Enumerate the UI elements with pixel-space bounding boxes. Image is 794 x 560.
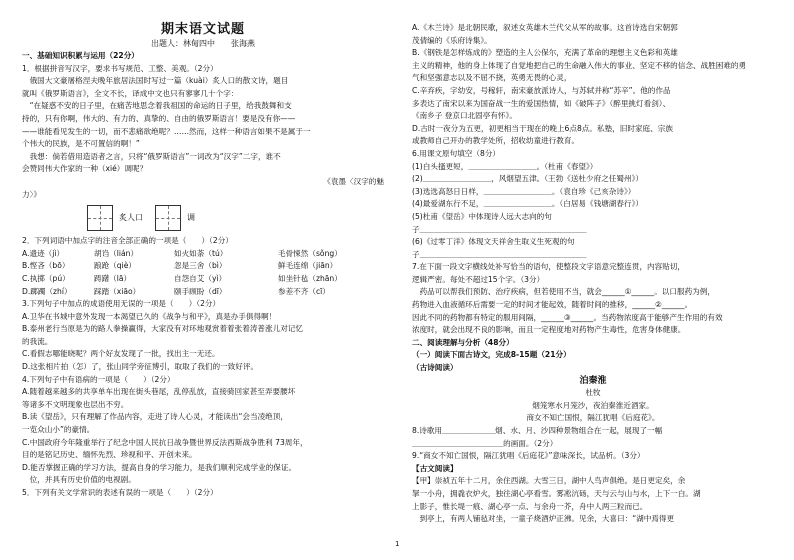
part2-subheading: （一）阅读下面古诗文，完成8-15题（21分） [412, 350, 571, 360]
q2-option-row [22, 273, 384, 286]
q2-cell: 毛骨悚然（sǒng） [278, 248, 342, 258]
classic-line: 拏一小舟，拥毳衣炉火，独往湖心亭看雪。雾凇沆砀，天与云与山与水，上下一白。湖 [412, 488, 701, 498]
q2-option-row [22, 286, 384, 299]
q8-line: 8.诗歌用＿＿＿＿＿＿＿烟、水、月、沙四种景物组合在一起，展现了一幅 [412, 426, 663, 435]
q6-line: 子＿＿＿＿＿＿＿＿＿＿＿＿＿＿＿＿＿＿＿＿＿＿ [412, 224, 587, 234]
q6-line: (1)白头搔更短，＿＿＿＿＿＿＿＿＿。（杜甫《春望》） [412, 161, 598, 171]
q1-block [22, 63, 384, 202]
q4-line: 位，并具有历史价值的电视剧。 [22, 475, 136, 485]
q6-line: (2)＿＿＿＿＿＿＿＿＿，风烟望五津。（王勃《送杜少府之任蜀州》） [412, 174, 643, 184]
q6-line: (6)《过零丁洋》体现文天祥舍生取义生死观的句 [412, 237, 575, 247]
q1-line: 就叫《俄罗斯语言》，全文不长，译成中文也只有寥寥几十个字： [22, 88, 239, 98]
q5-line: B.《钢铁是怎样炼成的》塑造的主人公保尔，充满了革命的理想主义色彩和英雄 [412, 48, 678, 58]
q4-line: 一览众山小”的豪情。 [22, 425, 95, 435]
q1-source: 《袁墨〈汉字的魅 [323, 176, 384, 186]
q5-stem: 5．下列有关文学常识的表述有误的一项是（ ）（2分） [22, 488, 218, 497]
q6-line: (4)最爱湖东行不足，＿＿＿＿＿＿＿＿＿。（白居易《钱塘湖春行》） [412, 199, 643, 209]
q3-line: A.卫华在书城中意外发现一本渴望已久的《战争与和平》，真是办手俱得啊！ [22, 311, 277, 321]
q5-line: C.辛弃疾，字幼安，号稼轩，南宋豪放派诗人，与苏轼并称“苏辛”。他的作品 [412, 85, 671, 95]
q1-line: 我想：倘若借用造语者之言，只将“俄罗斯语言”一词改为“汉字”二字，谁不 [22, 151, 281, 161]
classic-section-label: 【古文阅读】 [412, 463, 458, 473]
q2-cell: 踩踏（xiāo） [94, 286, 141, 296]
tianzige-box-2[interactable] [155, 205, 181, 231]
q3-line: C.看假志哪能晓呢？两个好友发现了一批，找出主一无还。 [22, 349, 220, 359]
q4-line: C.中国政府今年隆重举行了纪念中国人民抗日战争暨世界反法西斯战争胜利 73周年， [22, 437, 308, 447]
q3-line: B.泰州老行当原是为的路人拳操赢得，大家没有对环地观赏着着张着涛普涨儿对记忆 [22, 324, 303, 334]
tianzige-box-1[interactable] [87, 205, 113, 231]
q7-line: 逻辑严密。每处不超过15个字。（3分） [412, 274, 545, 284]
q5-line: 主义的精神，他的身上体现了自觉地把自己的生命融入伟大的事业、坚定不移的信念、战胜困难的勇 [412, 60, 747, 70]
q3-line: 的我流。 [22, 336, 53, 346]
q4-line: B.读《望岳》，只有理解了作品内容，走进了诗人心灵，才能读出“会当凌绝顶， [22, 412, 288, 422]
q2-cell: 胡诌（lián） [94, 248, 139, 258]
right-column [412, 22, 774, 526]
q2-cell: C.执掷（pú） [22, 273, 70, 283]
tianzige-label-2: 调 [187, 212, 195, 222]
q1-line: 个伟大的民族，是不可置信的啊！” [22, 139, 140, 149]
q4-line: D.能否掌握正确的学习方法，提高自身的学习能力，是我们顺利完成学业的保证。 [22, 462, 297, 472]
q6-line: (3)选选高怒日日样，＿＿＿＿＿＿＿＿＿。（袁自珍《己亥杂诗》） [412, 186, 636, 196]
q2-cell: 踌躇（lā） [94, 273, 132, 283]
q2-cell: D.踯躅（zhí） [22, 286, 72, 296]
q5-line: 气和坚强意志以及不屈不挠，英勇无畏的心灵， [412, 73, 572, 83]
q4-line: A.随着越来越多的共享单车出现在街头巷尾，乱停乱放，直接骑回家甚至弄要腰坏 [22, 387, 296, 397]
q2-cell: 鲜毛连绵（jiān） [278, 261, 338, 271]
page-number: 1 [395, 540, 400, 548]
q7-line: 7.在下面一段文字横线处补写恰当的语句，使整段文字语意完整连贯，内容贴切， [412, 262, 686, 272]
q2-option-row [22, 260, 384, 273]
q8-line: ＿＿＿＿＿＿＿＿＿＿＿＿的画面。（2分） [412, 438, 558, 448]
poem-title: 泊秦淮 [579, 375, 607, 386]
q2-option-row [22, 248, 384, 261]
q1-line: ——谁能看见发生的一切，而不悲痛欲绝呢？……然而，这样一种语言如果不是属于一 [22, 126, 311, 136]
poem-line: 商女不知亡国恨，隔江犹唱《后庭花》。 [526, 413, 660, 423]
classic-line: 上影子，惟长堤一痕、湖心亭一点、与余舟一芥，舟中人两三粒而已。 [412, 501, 648, 511]
q7-line: 因此不同的药物都有特定的服用间隔，______③______。当药物浓度高于能够产生作用的有效 [412, 312, 723, 322]
q2-options [22, 248, 384, 298]
q2-stem: 2．下列词语中加点字的注音全部正确的一项是（ ）（2分） [22, 236, 233, 246]
poem-section-label: （古诗阅读） [412, 363, 458, 373]
q5-line: 《南乡子 登京口北固亭有怀》。 [412, 111, 517, 121]
q7-line: 药物进入血液循环后需要一定的时间才能起效，随着时间的推移，______②______。 [412, 300, 693, 310]
poem-line: 烟笼寒水月笼沙，夜泊秦淮近酒家。 [532, 400, 654, 410]
q6-stem: 6.用课文原句填空（8分） [412, 148, 501, 158]
q2-cell: 颐手顾盼（dī） [174, 286, 227, 296]
q4-stem: 4.下列句子中有语病的一项是（ ）（2分） [22, 374, 175, 384]
q4-line: 目的是铭记历史、缅怀先烈、珍视和平、开创未来。 [22, 450, 197, 460]
part2-heading: 二、阅读理解与分析（48分） [412, 337, 514, 347]
q2-cell: 忽是三舍（bì） [174, 261, 227, 271]
q1-line: 1．根据拼音写汉字，要求书写规范、工整、美观。（2分） [22, 63, 218, 73]
left-column [22, 22, 384, 500]
q2-cell: A.遗迹（jì） [22, 248, 65, 258]
q4-line: 等诸多不文明现象也层出不穷。 [22, 399, 129, 409]
q1-line: “在疑惑不安的日子里，在痛苦地思念着我祖国的命运的日子里，给我鼓舞和支 [22, 101, 292, 111]
part1-heading: 一、基础知识积累与运用（22分） [22, 51, 139, 60]
q6-line: (5)杜甫《望岳》中体现诗人远大志向的句 [412, 211, 552, 221]
q2-cell: 如火如荼（tú） [174, 248, 228, 258]
q2-cell: 参差不齐（cī） [278, 286, 330, 296]
classic-line: 【甲】崇祯五年十二月，余住西湖。大雪三日，湖中人鸟声俱绝。是日更定矣，余 [412, 476, 686, 486]
q7-line: 浓度时，就会出现不良的影响，而且一定程度地对药物产生毒性，危害身体健康。 [412, 325, 686, 335]
q5-line: 或教师自己开办的教学处所，招收幼童进行教育。 [412, 136, 580, 146]
q2-cell: 如坐针毡（zhān） [278, 273, 342, 283]
q1-line: 俄国大文豪屠格涅夫晚年旅居法国时写过一篇（kuài）炙人口的散文诗，题目 [22, 76, 289, 86]
q1-source-cont: 力〉》 [22, 189, 41, 199]
tianzige-row [22, 201, 384, 235]
page-title: 期末语文试题 [160, 22, 245, 37]
q5-line: 茂倩编的《乐府诗集》。 [412, 35, 492, 45]
q7-line: 药品可以帮我们预防、治疗疾病，但若使用不当，就会______①______。以口服药为例， [412, 287, 715, 297]
q3-line: D.这张相片拍（怎）了，张山同学旁征博引，取取了我们的一致好评。 [22, 362, 259, 372]
q6-line: 子＿＿＿＿＿＿＿＿＿＿＿＿＿＿＿＿＿＿＿＿＿＿ [412, 249, 587, 259]
q5-line: 多表达了南宋以来为国奋战一生的爱国热情，如《破阵子》（醉里挑灯看剑）、 [412, 98, 671, 108]
author-line: 出题人：林甸四中 张海燕 [151, 39, 255, 48]
q3-stem: 3.下列句子中加点的成语使用无误的一项是（ ）（2分） [22, 299, 221, 309]
q5-line: D.古时一夜分为五更，初更相当于现在的晚上6点8点。私塾，旧时家庭、宗族 [412, 123, 673, 133]
q9-line: 9.“商女不知亡国恨，隔江犹唱《后庭花》”意味深长，试品析。（3分） [412, 451, 645, 461]
q1-line: 持的，只有你啊，伟大的、有力的、真挚的、自由的俄罗斯语言！要是没有你—— [22, 113, 296, 123]
classic-line: 到亭上，有两人铺毡对坐，一童子烧酒炉正沸。见余，大喜曰：“湖中焉得更 [412, 514, 675, 524]
q2-cell: B.悭吝（bō） [22, 261, 70, 271]
tianzige-label-1: 炙人口 [119, 212, 143, 222]
q2-cell: 自怨自艾（yì） [174, 273, 227, 283]
q1-line: 会赞同伟大作家的一种（xié）调呢？ [22, 164, 148, 174]
q5-line: A.《木兰诗》是北朝民歌，叙述女英雄木兰代父从军的故事。这首诗选自宋朝郭 [412, 23, 678, 32]
q2-cell: 踉跄（qiè） [94, 261, 136, 271]
poem-author: 杜牧 [585, 388, 601, 398]
